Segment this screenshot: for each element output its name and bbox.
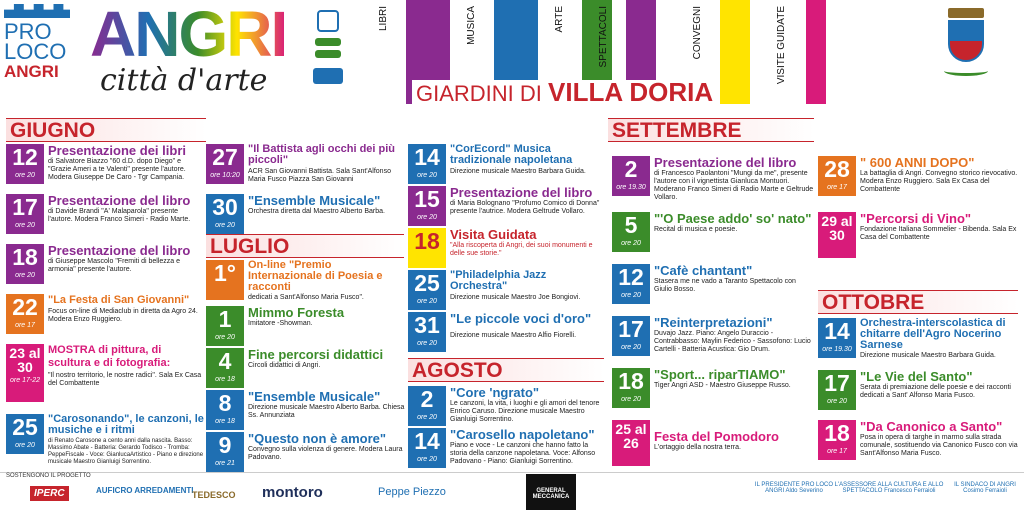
event-desc: di Francesco Paolantoni "Mungi da me", presente l'autore con il vignettista Gianluca Montuori. Moderano Franco Simeri di Radio Marte e Geltrude Vollaro. xyxy=(654,170,814,201)
event-desc: ACR San Giovanni Battista. Sala Sant'Alfonso Maria Fusco Piazza San Giovanni xyxy=(248,168,391,183)
date-box: 15 ore 20 xyxy=(408,186,446,226)
date-box: 31 ore 20 xyxy=(408,312,446,352)
event-desc: di Renato Carosone a cento anni dalla nascita. Basso: Massimo Abate - Batteria: Gerardo Todisco - Tromba: PeppeFiscale - Voce: GianlucaArtistico - Piano e direzione musicale Maestro Gianluigi Sorrentino. xyxy=(48,438,204,465)
event-desc: Imitatore -Showman. xyxy=(248,320,313,327)
date-box: 14 ore 20 xyxy=(408,428,446,468)
event-desc: "Il nostro territorio, le nostre radici". Sala Ex Casa del Combattente xyxy=(48,372,202,387)
event-settembre-17 xyxy=(612,316,812,364)
footer-sindaco: IL SINDACO DI ANGRI Cosimo Ferraioli xyxy=(954,482,1016,494)
event-luglio-15 xyxy=(408,186,604,226)
event-settembre-5 xyxy=(612,212,812,252)
band-label: MUSICA xyxy=(466,6,477,45)
event-desc: Posa in opera di targhe in marmo sulla strada comunale, sostituendo via Canonico Fusco con via Sant'Alfonso Maria Fusco. xyxy=(860,434,1018,457)
date-box: 4 ore 18 xyxy=(206,348,244,388)
band-libri xyxy=(362,0,406,104)
sponsor-auficro: AUFICRO ARREDAMENTI xyxy=(96,486,194,495)
event-luglio-1-poesia xyxy=(206,260,404,304)
unpli-icon xyxy=(313,68,343,84)
event-title: MOSTRA di pittura, di scultura e di fotografia: xyxy=(48,344,171,369)
date-box: 14 ore 19.30 xyxy=(818,318,856,358)
event-desc: di Davide Brandi "A' Malaparola" presente l'autore. Modera Franco Simeri - Radio Marte. xyxy=(48,208,191,223)
event-desc: Direzione musicale Maestro Joe Bongiovi. xyxy=(450,294,581,301)
event-title: Fine percorsi didattici xyxy=(248,347,384,362)
footer-presidente: IL PRESIDENTE PRO LOCO ANGRI Aldo Severino xyxy=(754,482,834,494)
band-label: SPETTACOLI xyxy=(598,6,609,68)
date-box: 18 ore 20 xyxy=(612,368,650,408)
event-title: "Ensemble Musicale" xyxy=(248,193,381,208)
sponsor-caption: SOSTENGONO IL PROGETTO xyxy=(6,473,91,479)
event-giugno-27 xyxy=(206,144,404,192)
event-title: "Philadelphia Jazz Orchestra" xyxy=(450,269,547,292)
event-desc: Serata di premiazione delle poesie e dei racconti dedicati a Sant' Alfonso Maria Fusco. xyxy=(860,384,1011,399)
region-emblem-icon xyxy=(317,10,339,32)
event-giugno-12 xyxy=(6,144,202,184)
date-box: 30 ore 20 xyxy=(206,194,244,234)
event-desc: Recital di musica e poesie. xyxy=(654,226,738,233)
event-title: " 600 ANNI DOPO" xyxy=(860,155,975,170)
event-title: Presentazione del libro xyxy=(48,193,191,208)
month-luglio: LUGLIO xyxy=(206,234,404,258)
month-ottobre: OTTOBRE xyxy=(818,290,1018,314)
month-agosto: AGOSTO xyxy=(408,358,604,382)
sponsor-meccanica: GENERAL MECCANICA xyxy=(526,474,576,510)
event-ottobre-17 xyxy=(818,370,1018,410)
event-desc: Piano e voce - Le canzoni che hanno fatto la storia della canzone napoletana. Voce: Alfonso Padovano - Piano: Gianluigi Sorrentino. xyxy=(450,442,596,465)
date-box: 18 xyxy=(408,228,446,268)
event-desc: Stasera me ne vado a Taranto Spettacolo con Giulio Bosso. xyxy=(654,278,796,293)
event-settembre-2 xyxy=(612,156,812,208)
event-desc: "Alla riscoperta di Angri, dei suoi monumenti e delle sue storie." xyxy=(450,242,593,257)
event-title: "Ensemble Musicale" xyxy=(248,389,381,404)
partner-green-icon xyxy=(315,38,341,46)
partner-green2-icon xyxy=(315,50,341,58)
event-giugno-30 xyxy=(206,194,404,234)
event-desc: Le canzoni, la vita, i luoghi e gli amori del tenore Enrico Caruso. Direzione musicale Maestro Gianluigi Sorrentino. xyxy=(450,400,600,423)
event-desc: Direzione musicale Maestro Barbara Guida. xyxy=(450,168,586,175)
event-luglio-14 xyxy=(408,144,604,184)
date-box: 2 ore 19.30 xyxy=(612,156,650,196)
date-box: 17 ore 20 xyxy=(6,194,44,234)
event-luglio-25 xyxy=(408,270,604,310)
event-settembre-25 xyxy=(612,420,812,468)
date-box: 17 ore 20 xyxy=(612,316,650,356)
pro-loco-logo xyxy=(4,4,74,104)
event-desc: Direzione musicale Maestro Alberto Barba. Chiesa Ss. Annunziata xyxy=(248,404,405,419)
event-giugno-25 xyxy=(6,414,202,470)
event-agosto-2 xyxy=(408,386,604,426)
event-title: "Reinterpretazioni" xyxy=(654,315,773,330)
footer-assessore: L'ASSESSORE ALLA CULTURA E ALLO SPETTACOLO Francesco Ferraioli xyxy=(834,482,944,494)
date-box: 14 ore 20 xyxy=(408,144,446,184)
band-label: ARTE xyxy=(554,6,565,33)
date-box: 23 al 30 ore 17-22 xyxy=(6,344,44,402)
event-settembre-28 xyxy=(818,156,1018,206)
date-box: 25 al 26 xyxy=(612,420,650,466)
event-title: "Sport... riparTIAMO" xyxy=(654,367,786,382)
date-box: 18 ore 17 xyxy=(818,420,856,460)
event-title: "Percorsi di Vino" xyxy=(860,211,972,226)
venue-title xyxy=(412,77,717,107)
event-title: "Da Canonico a Santo" xyxy=(860,419,1003,434)
municipal-crest-icon xyxy=(944,8,988,98)
event-desc: dedicati a Sant'Alfonso Maria Fusco". xyxy=(248,294,364,301)
proloco-line3: ANGRI xyxy=(4,62,59,81)
date-box: 29 al 30 xyxy=(818,212,856,258)
event-title: Presentazione del libro xyxy=(654,155,797,170)
date-box: 25 ore 20 xyxy=(6,414,44,454)
event-desc: di Salvatore Biazzo "60 d.D. dopo Diego" e "Grazie Ameri a te Valenti" presente l'autore. Modera Giuseppe De Caro - Tgr Campania. xyxy=(48,158,186,181)
citta-arte-subtitle: città d'arte xyxy=(100,63,268,98)
event-title: Presentazione del libro xyxy=(48,243,191,258)
event-title: Visita Guidata xyxy=(450,227,537,242)
month-giugno: GIUGNO xyxy=(6,118,206,142)
sponsor-peppe: Peppe Piezzo xyxy=(378,486,446,498)
event-settembre-29 xyxy=(818,212,1018,262)
band-label: LIBRI xyxy=(378,6,389,32)
event-title: "La Festa di San Giovanni" xyxy=(48,294,190,306)
event-desc: Focus on-line di Mediaclub in diretta da Agro 24. Modera Enzo Ruggiero. xyxy=(48,308,198,323)
event-title: Presentazione del libro xyxy=(450,185,593,200)
date-box: 2 ore 20 xyxy=(408,386,446,426)
event-title: Orchestra-interscolastica di chitarre dell'Agro Nocerino Sarnese xyxy=(860,317,1006,351)
date-box: 25 ore 20 xyxy=(408,270,446,310)
event-desc: La battaglia di Angri. Convegno storico rievocativo. Modera Enzo Ruggiero. Sala Ex Casa del Combattente xyxy=(860,170,1018,193)
event-settembre-18 xyxy=(612,368,812,408)
event-desc: Direzione musicale Maestro Alfio Fiorelli. xyxy=(450,332,577,339)
event-desc: Direzione musicale Maestro Barbara Guida. xyxy=(860,352,996,359)
venue-prefix: GIARDINI DI xyxy=(416,81,542,106)
date-box: 22 ore 17 xyxy=(6,294,44,334)
event-luglio-4 xyxy=(206,348,404,388)
event-desc: Orchestra diretta dal Maestro Alberto Barba. xyxy=(248,208,385,215)
event-ottobre-14 xyxy=(818,318,1018,366)
event-desc: Fondazione Italiana Sommelier - Bibenda. Sala Ex Casa del Combattente xyxy=(860,226,1017,241)
event-luglio-8 xyxy=(206,390,404,430)
band-pink xyxy=(806,0,826,104)
angri-title: ANGRI xyxy=(90,0,287,70)
date-box: 5 ore 20 xyxy=(612,212,650,252)
event-desc: di Giuseppe Mascolo "Fremiti di bellezza e armonia" presente l'autore. xyxy=(48,258,181,273)
event-luglio-9 xyxy=(206,432,404,472)
event-luglio-18 xyxy=(408,228,604,268)
event-title: "Questo non è amore" xyxy=(248,431,387,446)
date-box: 1° xyxy=(206,260,244,300)
band-visite xyxy=(760,0,804,104)
event-desc: di Maria Bolognano "Profumo Comico di Donna" presente l'autrice. Modera Geltrude Vollaro. xyxy=(450,200,600,215)
proloco-line1: PRO xyxy=(4,19,52,44)
band-label: VISITE GUIDATE xyxy=(776,6,787,85)
date-box: 12 ore 20 xyxy=(612,264,650,304)
date-box: 27 ore 10:20 xyxy=(206,144,244,184)
proloco-line2: LOCO xyxy=(4,39,67,64)
event-title: On-line "Premio Internazionale di Poesia e racconti xyxy=(248,259,383,293)
event-giugno-22 xyxy=(6,294,202,334)
sponsor-iperc: IPERC xyxy=(30,486,69,501)
event-title: Presentazione dei libri xyxy=(48,143,186,158)
event-luglio-31 xyxy=(408,312,604,352)
event-title: "CorEcord" Musica tradizionale napoletana xyxy=(450,143,573,166)
event-agosto-14 xyxy=(408,428,604,468)
date-box: 18 ore 20 xyxy=(6,244,44,284)
sponsor-montoro: montoro xyxy=(262,484,323,501)
event-desc: Tiger Angri ASD - Maestro Giuseppe Russo. xyxy=(654,382,791,389)
event-desc: L'ortaggio della nostra terra. xyxy=(654,444,741,451)
date-box: 8 ore 18 xyxy=(206,390,244,430)
event-title: "Le piccole voci d'oro" xyxy=(450,311,592,326)
partner-logos xyxy=(306,10,350,100)
event-title: "Le Vie del Santo" xyxy=(860,369,973,384)
event-desc: Convegno sulla violenza di genere. Modera Laura Padovano. xyxy=(248,446,403,461)
event-title: "Carosonando", le canzoni, le musiche e i ritmi xyxy=(48,413,204,436)
date-box: 28 ore 17 xyxy=(818,156,856,196)
event-ottobre-18 xyxy=(818,420,1018,460)
band-label: CONVEGNI xyxy=(692,6,703,60)
event-title: "Carosello napoletano" xyxy=(450,427,595,442)
event-title: Mimmo Foresta xyxy=(248,305,345,320)
month-settembre: SETTEMBRE xyxy=(608,118,814,142)
event-desc: Duvajo Jazz. Piano: Angelo Duraccio - Contrabbasso: Maylin Federico - Sassofono: Lucio Cartelli - Batteria Acustica: Gio Drum. xyxy=(654,330,811,353)
event-giugno-18 xyxy=(6,244,202,284)
event-title: "'O Paese addo' so' nato" xyxy=(654,211,812,226)
date-box: 17 ore 20 xyxy=(818,370,856,410)
sponsor-tedesco: TEDESCO xyxy=(192,490,236,500)
event-settembre-12 xyxy=(612,264,812,304)
event-luglio-1 xyxy=(206,306,404,346)
event-desc: Circoli didattici di Angri. xyxy=(248,362,321,369)
event-title: "Cafè chantant" xyxy=(654,263,753,278)
event-title: Festa del Pomodoro xyxy=(654,429,779,444)
event-giugno-17 xyxy=(6,194,202,234)
date-box: 12 ore 20 xyxy=(6,144,44,184)
event-title: "Core 'ngrato" xyxy=(450,385,540,400)
event-giugno-23 xyxy=(6,344,202,404)
date-box: 1 ore 20 xyxy=(206,306,244,346)
band-yellow xyxy=(720,0,750,104)
date-box: 9 ore 21 xyxy=(206,432,244,472)
venue-name: VILLA DORIA xyxy=(548,77,714,107)
event-title: "Il Battista agli occhi dei più piccoli" xyxy=(248,143,396,166)
